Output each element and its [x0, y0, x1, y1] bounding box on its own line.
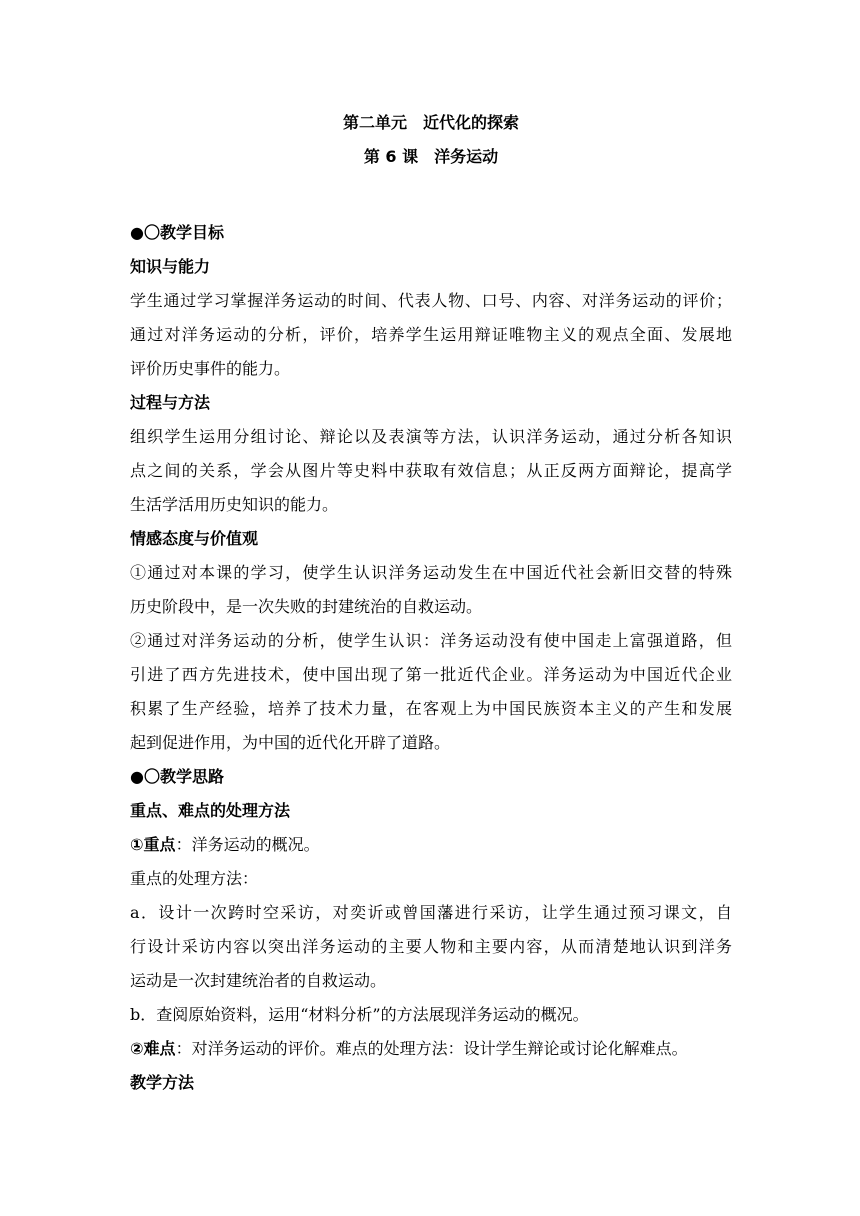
emotion-title: 情感态度与价值观	[130, 529, 259, 548]
objectives-heading	[130, 216, 732, 250]
difficult-point-label: ②难点	[130, 1039, 176, 1058]
objectives-heading-text: 教学目标	[159, 223, 224, 242]
key-method-label: 重点的处理方法：	[130, 869, 259, 888]
emotion-p1-line-2: 历史阶段中，是一次失败的封建统治的自救运动。	[130, 597, 483, 616]
difficult-point-line	[130, 1032, 732, 1066]
method-a-line-2: 行设计采访内容以突出洋务运动的主要人物和主要内容，从而清楚地认识到洋务	[130, 937, 732, 956]
emotion-p2-line-2: 引进了西方先进技术，使中国出现了第一批近代企业。洋务运动为中国近代企业	[130, 665, 732, 684]
process-line-2: 点之间的关系，学会从图片等史料中获取有效信息；从正反两方面辩论，提高学	[130, 461, 732, 480]
knowledge-line-3: 评价历史事件的能力。	[130, 359, 291, 378]
handling-title: 重点、难点的处理方法	[130, 801, 291, 820]
process-title: 过程与方法	[130, 393, 211, 412]
document-page	[130, 106, 732, 1100]
process-line-1: 组织学生运用分组讨论、辩论以及表演等方法，认识洋务运动，通过分析各知识	[130, 427, 732, 446]
knowledge-title: 知识与能力	[130, 257, 211, 276]
bullet-icon: ●	[130, 767, 144, 786]
key-point-label: ①重点	[130, 835, 176, 854]
emotion-p1-line-1: ①通过对本课的学习，使学生认识洋务运动发生在中国近代社会新旧交替的特殊	[130, 563, 732, 582]
unit-title: 第二单元 近代化的探索	[342, 113, 519, 132]
method-a-line-1: a．设计一次跨时空采访，对奕䜣或曾国藩进行采访，让学生通过预习课文，自	[130, 903, 732, 922]
difficult-point-text: ：对洋务运动的评价。难点的处理方法：设计学生辩论或讨论化解难点。	[175, 1039, 688, 1058]
bullet-icon: ●	[130, 223, 144, 242]
emotion-p2-line-3: 积累了生产经验，培养了技术力量，在客观上为中国民族资本主义的产生和发展	[130, 699, 732, 718]
title-spacer	[130, 174, 732, 216]
knowledge-line-2: 通过对洋务运动的分析，评价，培养学生运用辩证唯物主义的观点全面、发展地	[130, 325, 732, 344]
method-a-line-3: 运动是一次封建统治者的自救运动。	[130, 971, 387, 990]
key-point-line	[130, 828, 732, 862]
emotion-p2-line-1: ②通过对洋务运动的分析，使学生认识：洋务运动没有使中国走上富强道路，但	[130, 631, 732, 650]
lesson-title: 第 6 课 洋务运动	[363, 147, 499, 166]
process-line-3: 生活学活用历史知识的能力。	[130, 495, 339, 514]
knowledge-line-1: 学生通过学习掌握洋务运动的时间、代表人物、口号、内容、对洋务运动的评价；	[130, 291, 732, 310]
circle-icon: 〇	[143, 223, 160, 242]
emotion-p2-line-4: 起到促进作用，为中国的近代化开辟了道路。	[130, 733, 451, 752]
circle-icon: 〇	[143, 767, 160, 786]
approach-heading	[130, 760, 732, 794]
approach-heading-text: 教学思路	[159, 767, 224, 786]
key-point-text: ：洋务运动的概况。	[175, 835, 320, 854]
methods-title: 教学方法	[130, 1073, 195, 1092]
method-b-line: b．查阅原始资料，运用“材料分析”的方法展现洋务运动的概况。	[130, 1005, 589, 1024]
